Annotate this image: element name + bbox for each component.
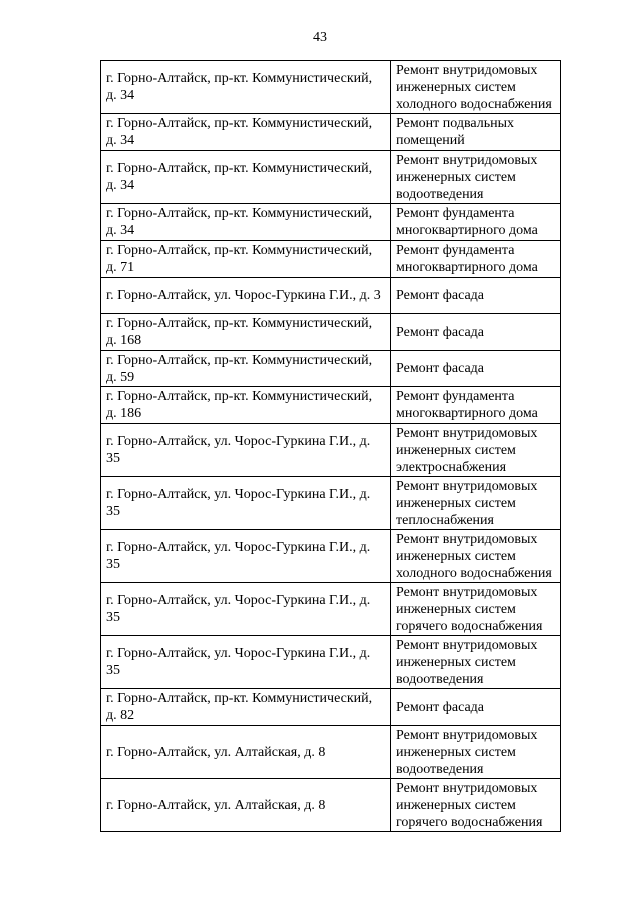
table-row (101, 424, 561, 477)
work-cell: Ремонт подвальных помещений (391, 114, 561, 151)
table-row (101, 636, 561, 689)
work-cell: Ремонт фасада (391, 278, 561, 314)
work-cell: Ремонт внутридомовых инженерных систем холодного водоснабжения (391, 530, 561, 583)
work-cell: Ремонт фундамента многоквартирного дома (391, 241, 561, 278)
work-cell: Ремонт фундамента многоквартирного дома (391, 387, 561, 424)
table-row (101, 241, 561, 278)
table-row (101, 477, 561, 530)
table-row (101, 726, 561, 779)
table-row (101, 351, 561, 387)
table-row (101, 151, 561, 204)
table-row (101, 61, 561, 114)
work-cell: Ремонт фасада (391, 314, 561, 351)
address-cell: г. Горно-Алтайск, пр-кт. Коммунистический, д. 186 (101, 387, 391, 424)
address-cell: г. Горно-Алтайск, пр-кт. Коммунистический, д. 34 (101, 151, 391, 204)
work-cell: Ремонт внутридомовых инженерных систем горячего водоснабжения (391, 779, 561, 832)
address-cell: г. Горно-Алтайск, ул. Чорос-Гуркина Г.И., д. 35 (101, 477, 391, 530)
work-cell: Ремонт внутридомовых инженерных систем холодного водоснабжения (391, 61, 561, 114)
address-cell: г. Горно-Алтайск, ул. Алтайская, д. 8 (101, 726, 391, 779)
work-cell: Ремонт внутридомовых инженерных систем водоотведения (391, 726, 561, 779)
table-row (101, 583, 561, 636)
work-cell: Ремонт внутридомовых инженерных систем электроснабжения (391, 424, 561, 477)
table-row (101, 689, 561, 726)
address-cell: г. Горно-Алтайск, ул. Чорос-Гуркина Г.И., д. 35 (101, 424, 391, 477)
table-row (101, 204, 561, 241)
table-row (101, 314, 561, 351)
address-cell: г. Горно-Алтайск, пр-кт. Коммунистический, д. 59 (101, 351, 391, 387)
works-table (100, 60, 561, 832)
table-row (101, 387, 561, 424)
table-row (101, 530, 561, 583)
address-cell: г. Горно-Алтайск, ул. Чорос-Гуркина Г.И., д. 35 (101, 636, 391, 689)
work-cell: Ремонт фундамента многоквартирного дома (391, 204, 561, 241)
address-cell: г. Горно-Алтайск, пр-кт. Коммунистический, д. 82 (101, 689, 391, 726)
work-cell: Ремонт внутридомовых инженерных систем водоотведения (391, 636, 561, 689)
address-cell: г. Горно-Алтайск, пр-кт. Коммунистический, д. 71 (101, 241, 391, 278)
address-cell: г. Горно-Алтайск, ул. Чорос-Гуркина Г.И., д. 3 (101, 278, 391, 314)
address-cell: г. Горно-Алтайск, ул. Алтайская, д. 8 (101, 779, 391, 832)
work-cell: Ремонт внутридомовых инженерных систем теплоснабжения (391, 477, 561, 530)
work-cell: Ремонт фасада (391, 689, 561, 726)
table-row (101, 779, 561, 832)
address-cell: г. Горно-Алтайск, ул. Чорос-Гуркина Г.И., д. 35 (101, 583, 391, 636)
work-cell: Ремонт фасада (391, 351, 561, 387)
address-cell: г. Горно-Алтайск, пр-кт. Коммунистический, д. 168 (101, 314, 391, 351)
page-number: 43 (313, 30, 327, 45)
address-cell: г. Горно-Алтайск, пр-кт. Коммунистический, д. 34 (101, 114, 391, 151)
table-row (101, 114, 561, 151)
address-cell: г. Горно-Алтайск, пр-кт. Коммунистический, д. 34 (101, 61, 391, 114)
work-cell: Ремонт внутридомовых инженерных систем горячего водоснабжения (391, 583, 561, 636)
address-cell: г. Горно-Алтайск, пр-кт. Коммунистический, д. 34 (101, 204, 391, 241)
address-cell: г. Горно-Алтайск, ул. Чорос-Гуркина Г.И., д. 35 (101, 530, 391, 583)
table-row (101, 278, 561, 314)
work-cell: Ремонт внутридомовых инженерных систем водоотведения (391, 151, 561, 204)
